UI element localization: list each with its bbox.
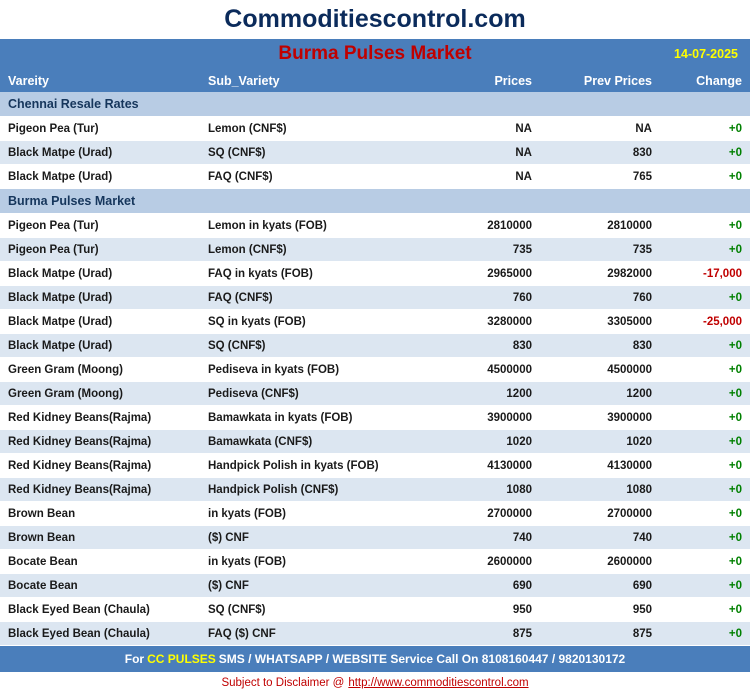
cell-sub-variety: Lemon (CNF$) bbox=[200, 238, 430, 262]
section-header-row bbox=[0, 92, 750, 117]
table-row bbox=[0, 165, 750, 189]
cell-prev-price: 950 bbox=[540, 598, 660, 622]
column-header-sub-variety: Sub_Variety bbox=[200, 69, 430, 92]
table-row bbox=[0, 262, 750, 286]
cell-prev-price: 740 bbox=[540, 526, 660, 550]
cell-prev-price: 830 bbox=[540, 141, 660, 165]
cell-variety: Pigeon Pea (Tur) bbox=[0, 214, 200, 238]
cell-prev-price: 760 bbox=[540, 286, 660, 310]
cell-change: +0 bbox=[660, 406, 750, 430]
cell-sub-variety: FAQ ($) CNF bbox=[200, 622, 430, 646]
cell-change: +0 bbox=[660, 598, 750, 622]
cell-sub-variety: FAQ in kyats (FOB) bbox=[200, 262, 430, 286]
cell-prev-price: 765 bbox=[540, 165, 660, 189]
cell-price: 4130000 bbox=[430, 454, 540, 478]
cell-prev-price: 2600000 bbox=[540, 550, 660, 574]
cell-prev-price: 830 bbox=[540, 334, 660, 358]
cell-prev-price: 2810000 bbox=[540, 214, 660, 238]
cell-price: 740 bbox=[430, 526, 540, 550]
cell-sub-variety: ($) CNF bbox=[200, 526, 430, 550]
cell-sub-variety: Pediseva (CNF$) bbox=[200, 382, 430, 406]
cell-prev-price: 3900000 bbox=[540, 406, 660, 430]
disclaimer-link[interactable]: http://www.commoditiescontrol.com bbox=[348, 677, 529, 689]
cell-change: +0 bbox=[660, 622, 750, 646]
cell-sub-variety: Lemon (CNF$) bbox=[200, 117, 430, 141]
cell-variety: Black Matpe (Urad) bbox=[0, 334, 200, 358]
cell-sub-variety: SQ (CNF$) bbox=[200, 334, 430, 358]
table-row bbox=[0, 310, 750, 334]
cell-variety: Black Matpe (Urad) bbox=[0, 165, 200, 189]
cell-price: 3900000 bbox=[430, 406, 540, 430]
cell-prev-price: 1080 bbox=[540, 478, 660, 502]
report-date: 14-07-2025 bbox=[674, 47, 738, 61]
cell-variety: Black Matpe (Urad) bbox=[0, 262, 200, 286]
cell-price: 690 bbox=[430, 574, 540, 598]
cell-price: 830 bbox=[430, 334, 540, 358]
cell-prev-price: 875 bbox=[540, 622, 660, 646]
cell-price: NA bbox=[430, 117, 540, 141]
table-row bbox=[0, 622, 750, 646]
cell-sub-variety: Lemon in kyats (FOB) bbox=[200, 214, 430, 238]
cell-price: 760 bbox=[430, 286, 540, 310]
table-row bbox=[0, 382, 750, 406]
table-row bbox=[0, 550, 750, 574]
cell-price: 1020 bbox=[430, 430, 540, 454]
section-title: Burma Pulses Market bbox=[0, 189, 750, 214]
cell-change: +0 bbox=[660, 478, 750, 502]
cell-prev-price: 735 bbox=[540, 238, 660, 262]
cell-price: 2965000 bbox=[430, 262, 540, 286]
cell-change: +0 bbox=[660, 574, 750, 598]
section-header-row bbox=[0, 189, 750, 214]
cell-sub-variety: FAQ (CNF$) bbox=[200, 165, 430, 189]
column-header-change: Change bbox=[660, 69, 750, 92]
cell-change: +0 bbox=[660, 214, 750, 238]
cell-sub-variety: Handpick Polish (CNF$) bbox=[200, 478, 430, 502]
footer-prefix: For bbox=[124, 652, 145, 666]
cell-variety: Green Gram (Moong) bbox=[0, 358, 200, 382]
cell-sub-variety: in kyats (FOB) bbox=[200, 550, 430, 574]
cell-change: +0 bbox=[660, 502, 750, 526]
column-header-prices: Prices bbox=[430, 69, 540, 92]
table-row bbox=[0, 286, 750, 310]
cell-sub-variety: Handpick Polish in kyats (FOB) bbox=[200, 454, 430, 478]
cell-price: 3280000 bbox=[430, 310, 540, 334]
cell-variety: Brown Bean bbox=[0, 526, 200, 550]
cell-price: 4500000 bbox=[430, 358, 540, 382]
cell-prev-price: 4500000 bbox=[540, 358, 660, 382]
cell-sub-variety: SQ in kyats (FOB) bbox=[200, 310, 430, 334]
cell-sub-variety: SQ (CNF$) bbox=[200, 598, 430, 622]
table-body bbox=[0, 92, 750, 646]
cell-price: 2700000 bbox=[430, 502, 540, 526]
footer-highlight: CC PULSES bbox=[147, 652, 216, 666]
cell-change: +0 bbox=[660, 141, 750, 165]
table-row bbox=[0, 406, 750, 430]
footer-service-bar bbox=[0, 646, 750, 672]
cell-variety: Bocate Bean bbox=[0, 574, 200, 598]
table-row bbox=[0, 502, 750, 526]
cell-change: +0 bbox=[660, 117, 750, 141]
cell-variety: Black Matpe (Urad) bbox=[0, 310, 200, 334]
cell-change: +0 bbox=[660, 382, 750, 406]
cell-sub-variety: Bamawkata (CNF$) bbox=[200, 430, 430, 454]
footer-suffix: SMS / WHATSAPP / WEBSITE Service Call On 8108160447 / 9820130172 bbox=[218, 652, 626, 666]
cell-change: -25,000 bbox=[660, 310, 750, 334]
table-row bbox=[0, 117, 750, 141]
cell-sub-variety: SQ (CNF$) bbox=[200, 141, 430, 165]
table-row bbox=[0, 526, 750, 550]
cell-variety: Pigeon Pea (Tur) bbox=[0, 238, 200, 262]
cell-variety: Pigeon Pea (Tur) bbox=[0, 117, 200, 141]
cell-price: 875 bbox=[430, 622, 540, 646]
site-title: Commoditiescontrol.com bbox=[224, 4, 526, 33]
cell-change: +0 bbox=[660, 165, 750, 189]
cell-prev-price: 1200 bbox=[540, 382, 660, 406]
cell-change: +0 bbox=[660, 334, 750, 358]
cell-prev-price: 690 bbox=[540, 574, 660, 598]
cell-prev-price: 4130000 bbox=[540, 454, 660, 478]
cell-price: NA bbox=[430, 165, 540, 189]
disclaimer-bar bbox=[0, 672, 750, 694]
cell-change: +0 bbox=[660, 238, 750, 262]
cell-variety: Red Kidney Beans(Rajma) bbox=[0, 478, 200, 502]
cell-variety: Black Matpe (Urad) bbox=[0, 286, 200, 310]
cell-change: +0 bbox=[660, 454, 750, 478]
table-row bbox=[0, 334, 750, 358]
cell-variety: Black Matpe (Urad) bbox=[0, 141, 200, 165]
cell-price: NA bbox=[430, 141, 540, 165]
table-row bbox=[0, 574, 750, 598]
table-row bbox=[0, 454, 750, 478]
cell-variety: Brown Bean bbox=[0, 502, 200, 526]
cell-sub-variety: in kyats (FOB) bbox=[200, 502, 430, 526]
table-row bbox=[0, 214, 750, 238]
cell-price: 735 bbox=[430, 238, 540, 262]
table-row bbox=[0, 141, 750, 165]
cell-change: -17,000 bbox=[660, 262, 750, 286]
table-row bbox=[0, 238, 750, 262]
cell-prev-price: 1020 bbox=[540, 430, 660, 454]
cell-change: +0 bbox=[660, 286, 750, 310]
market-title: Burma Pulses Market bbox=[278, 43, 472, 64]
cell-variety: Bocate Bean bbox=[0, 550, 200, 574]
cell-price: 2600000 bbox=[430, 550, 540, 574]
cell-change: +0 bbox=[660, 550, 750, 574]
table-header-row bbox=[0, 69, 750, 92]
cell-variety: Red Kidney Beans(Rajma) bbox=[0, 406, 200, 430]
cell-sub-variety: Pediseva in kyats (FOB) bbox=[200, 358, 430, 382]
column-header-variety: Vareity bbox=[0, 69, 200, 92]
table-row bbox=[0, 598, 750, 622]
cell-price: 1080 bbox=[430, 478, 540, 502]
cell-variety: Red Kidney Beans(Rajma) bbox=[0, 430, 200, 454]
cell-variety: Green Gram (Moong) bbox=[0, 382, 200, 406]
market-header bbox=[0, 39, 750, 69]
cell-variety: Black Eyed Bean (Chaula) bbox=[0, 598, 200, 622]
cell-change: +0 bbox=[660, 526, 750, 550]
table-row bbox=[0, 358, 750, 382]
column-header-prev-prices: Prev Prices bbox=[540, 69, 660, 92]
cell-change: +0 bbox=[660, 358, 750, 382]
prices-table bbox=[0, 69, 750, 646]
cell-variety: Black Eyed Bean (Chaula) bbox=[0, 622, 200, 646]
disclaimer-text: Subject to Disclaimer @ bbox=[221, 677, 345, 689]
cell-variety: Red Kidney Beans(Rajma) bbox=[0, 454, 200, 478]
cell-prev-price: 3305000 bbox=[540, 310, 660, 334]
cell-price: 1200 bbox=[430, 382, 540, 406]
site-header bbox=[0, 0, 750, 39]
cell-sub-variety: Bamawkata in kyats (FOB) bbox=[200, 406, 430, 430]
table-row bbox=[0, 430, 750, 454]
cell-prev-price: 2982000 bbox=[540, 262, 660, 286]
cell-price: 2810000 bbox=[430, 214, 540, 238]
cell-prev-price: 2700000 bbox=[540, 502, 660, 526]
cell-prev-price: NA bbox=[540, 117, 660, 141]
section-title: Chennai Resale Rates bbox=[0, 92, 750, 117]
cell-price: 950 bbox=[430, 598, 540, 622]
table-row bbox=[0, 478, 750, 502]
cell-sub-variety: FAQ (CNF$) bbox=[200, 286, 430, 310]
cell-sub-variety: ($) CNF bbox=[200, 574, 430, 598]
cell-change: +0 bbox=[660, 430, 750, 454]
